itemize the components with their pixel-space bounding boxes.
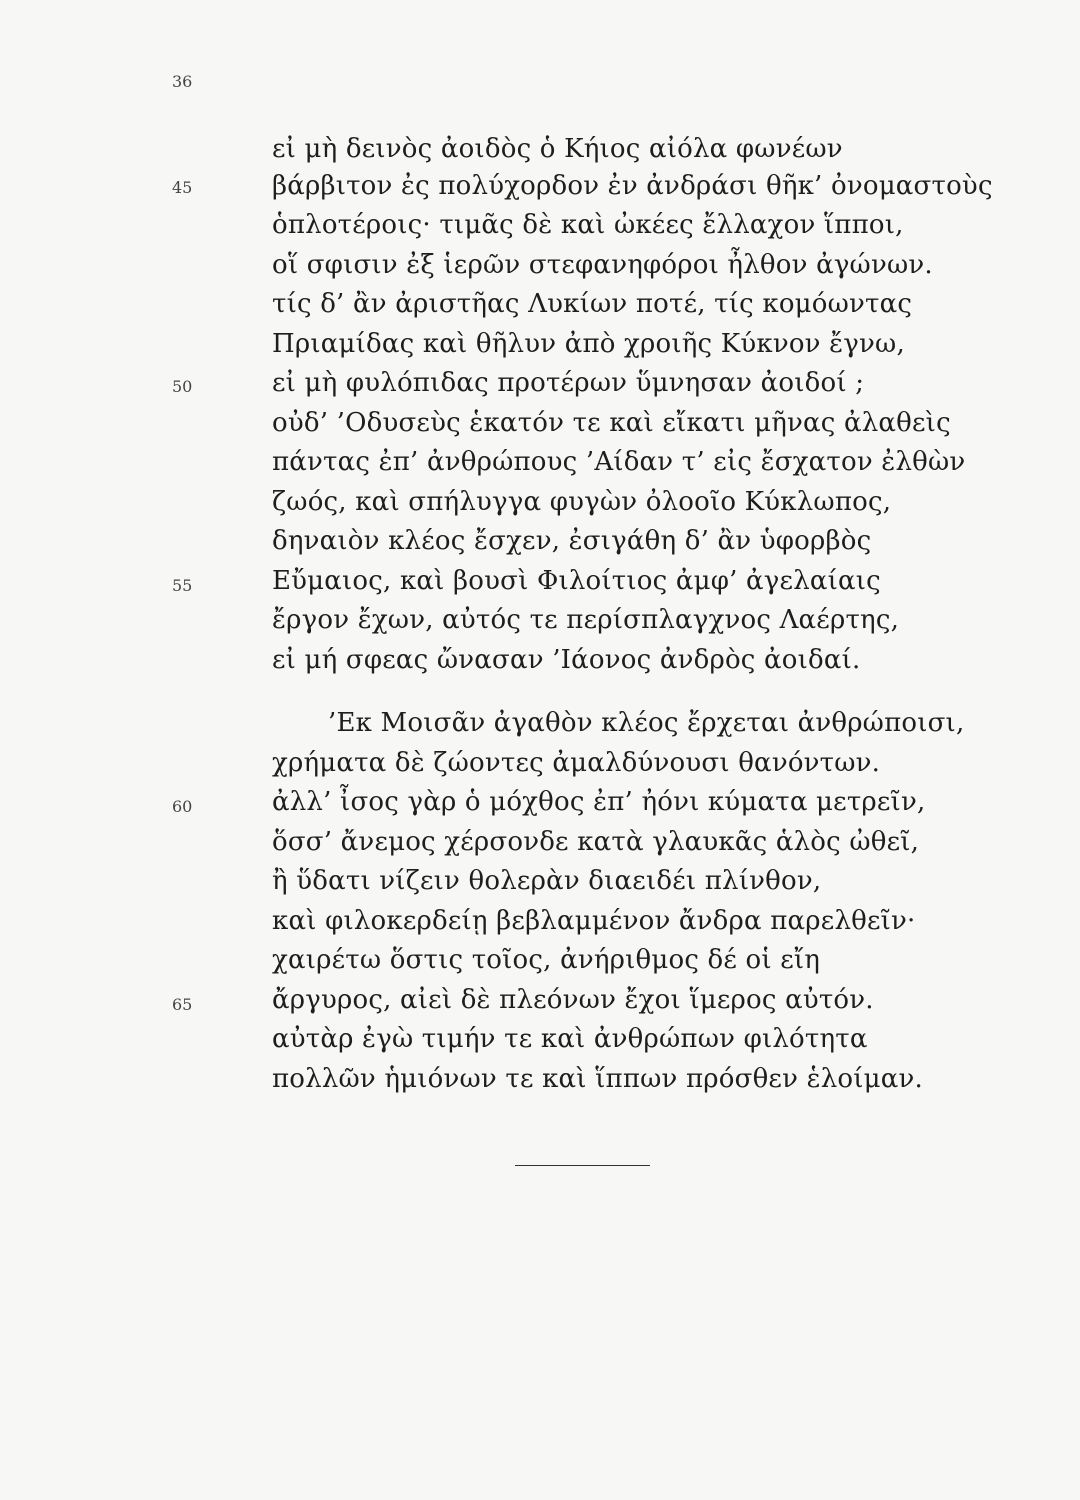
poem-line: ζωός, καὶ σπήλυγγα φυγὼν ὀλοοῖο Κύκλωπος, xyxy=(272,487,892,517)
poem-line: οἵ σφισιν ἐξ ἱερῶν στεφανηφόροι ἦλθον ἀγώνων. xyxy=(272,250,933,280)
poem-line: οὐδ’ ’Οδυσεὺς ἑκατόν τε καὶ εἴκατι μῆνας ἀλαθεὶς xyxy=(272,408,951,438)
poem-line: ἢ ὕδατι νίζειν θολερὰν διαειδέι πλίνθον, xyxy=(272,866,822,896)
end-rule xyxy=(515,1165,650,1166)
poem-line: ἔργον ἔχων, αὐτός τε περίσπλαγχνος Λαέρτης, xyxy=(272,605,900,635)
poem-line: ἄργυρος, αἰεὶ δὲ πλεόνων ἔχοι ἵμερος αὐτόν. xyxy=(272,985,874,1015)
poem-line: αὐτὰρ ἐγὼ τιμήν τε καὶ ἀνθρώπων φιλότητα xyxy=(272,1024,868,1054)
poem-line: καὶ φιλοκερδείῃ βεβλαμμένον ἄνδρα παρελθεῖν· xyxy=(272,906,916,936)
poem-line: χρήματα δὲ ζώοντες ἀμαλδύνουσι θανόντων. xyxy=(272,748,881,778)
poem-line: χαιρέτω ὅστις τοῖος, ἀνήριθμος δέ οἱ εἴη xyxy=(272,945,821,975)
poem-line: εἰ μή σφεας ὤνασαν ’Ιάονος ἀνδρὸς ἀοιδαί. xyxy=(272,645,861,675)
poem-line: πολλῶν ἡμιόνων τε καὶ ἵππων πρόσθεν ἑλοίμαν. xyxy=(272,1064,923,1094)
line-number: 60 xyxy=(172,797,193,816)
poem-line: εἰ μὴ φυλόπιδας προτέρων ὕμνησαν ἀοιδοί ; xyxy=(272,368,865,398)
line-number: 45 xyxy=(172,178,193,197)
line-number: 50 xyxy=(172,377,193,396)
poem-line: ’Εκ Μοισᾶν ἀγαθὸν κλέος ἔρχεται ἀνθρώποισι, xyxy=(328,708,965,738)
poem-line: δηναιὸν κλέος ἔσχεν, ἐσιγάθη δ’ ἂν ὑφορβὸς xyxy=(272,526,872,556)
line-number: 55 xyxy=(172,576,193,595)
poem-line: ὁπλοτέροις· τιμᾶς δὲ καὶ ὠκέες ἔλλαχον ἵπποι, xyxy=(272,210,904,240)
poem-line: πάντας ἐπ’ ἀνθρώπους ’Αίδαν τ’ εἰς ἔσχατον ἐλθὼν xyxy=(272,447,966,477)
line-number: 65 xyxy=(172,995,193,1014)
poem-line: ἀλλ’ ἶσος γὰρ ὁ μόχθος ἐπ’ ἠόνι κύματα μετρεῖν, xyxy=(272,787,926,817)
poem-line: Εὔμαιος, καὶ βουσὶ Φιλοίτιος ἀμφ’ ἀγελαίαις xyxy=(272,566,881,596)
poem-line: βάρβιτον ἐς πολύχορδον ἐν ἀνδράσι θῆκ’ ὀνομαστοὺς xyxy=(272,171,993,201)
poem-line: ὅσσ’ ἄνεμος χέρσονδε κατὰ γλαυκᾶς ἁλὸς ὠθεῖ, xyxy=(272,827,920,857)
poem-line: εἰ μὴ δεινὸς ἀοιδὸς ὁ Κήιος αἰόλα φωνέων xyxy=(272,134,843,164)
poem-line: τίς δ’ ἂν ἀριστῆας Λυκίων ποτέ, τίς κομόωντας xyxy=(272,289,913,319)
page-number: 36 xyxy=(172,72,193,91)
poem-line: Πριαμίδας καὶ θῆλυν ἀπὸ χροιῆς Κύκνον ἔγνω, xyxy=(272,329,905,359)
